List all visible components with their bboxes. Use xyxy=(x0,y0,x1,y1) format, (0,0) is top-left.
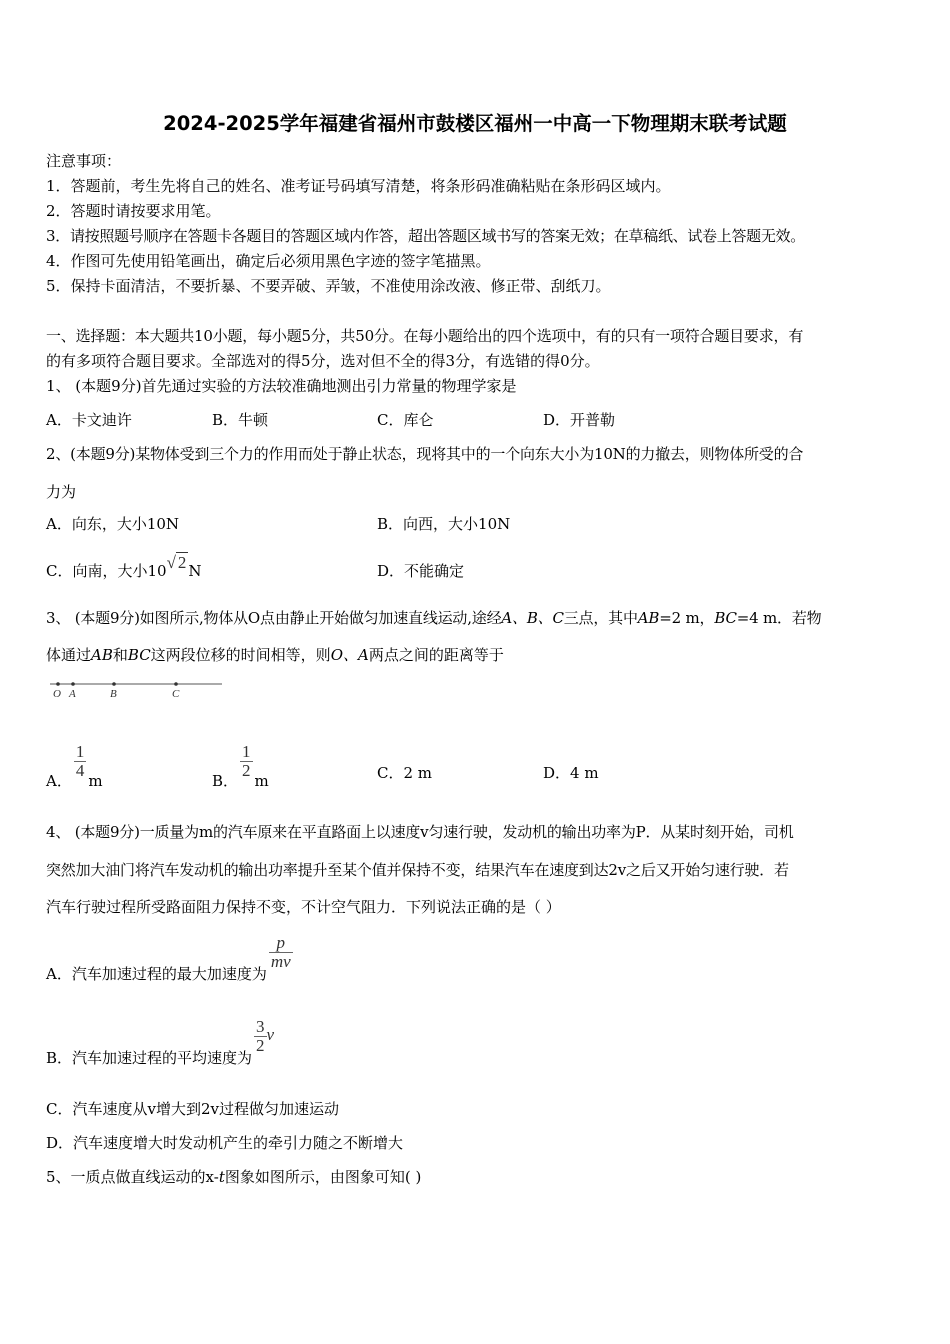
page-title: 2024-2025学年福建省福州市鼓楼区福州一中高一下物理期末联考试题 xyxy=(163,112,787,135)
fraction-one-quarter xyxy=(74,743,87,780)
q2-option-a: A．向东，大小10N xyxy=(46,515,180,533)
q5-stem-t: t xyxy=(218,1168,225,1186)
q3-stem-2c: 和 xyxy=(112,646,128,664)
q3-oa: O、A xyxy=(330,646,369,664)
numerator: 1 xyxy=(242,742,251,761)
denominator: 2 xyxy=(242,761,251,780)
label-a: A xyxy=(69,688,76,700)
q4-option-b-text: B．汽车加速过程的平均速度为 xyxy=(46,1048,253,1067)
q1-option-b: B．牛顿 xyxy=(212,411,269,429)
q2-option-b: B．向西，大小10N xyxy=(377,515,511,533)
q2-stem-line2: 力为 xyxy=(46,483,77,501)
q3-stem-2g: 两点之间的距离等于 xyxy=(368,646,504,664)
q3-stem-2e: 这两段位移的时间相等，则 xyxy=(150,646,331,664)
q3-bc-2: BC xyxy=(127,646,151,664)
denominator: mv xyxy=(270,952,291,971)
q5-stem-a: 5、一质点做直线运动的x- xyxy=(46,1168,219,1186)
q2-option-c-text: C．向南，大小10 xyxy=(46,562,167,580)
q1-option-a: A．卡文迪许 xyxy=(46,411,132,429)
q2-option-c-unit: N xyxy=(188,562,202,580)
q4-option-a-text: A．汽车加速过程的最大加速度为 xyxy=(46,964,267,983)
q3-bc: BC xyxy=(714,609,737,627)
q3-motion-figure xyxy=(46,674,226,704)
q3-points: A、B、C xyxy=(501,609,564,627)
point-b xyxy=(112,682,116,686)
q4-stem-line2: 突然加大油门将汽车发动机的输出功率提升至某个值并保持不变，结果汽车在速度到达2v之后又开始匀速行驶．若 xyxy=(46,861,789,879)
q2-stem-line1: 2、(本题9分)某物体受到三个力的作用而处于静止状态，现将其中的一个向东大小为10N的力撤去，则物体所受的合 xyxy=(46,445,804,463)
fraction-one-half xyxy=(240,743,253,780)
numerator: 3 xyxy=(256,1017,265,1036)
section1-intro-line1: 一、选择题：本大题共10小题，每小题5分，共50分。在每小题给出的四个选项中，有的只有一项符合题目要求，有 xyxy=(46,327,804,345)
q2-option-c xyxy=(46,553,202,581)
q3-option-c: C．2 m xyxy=(377,764,433,782)
q3-option-a xyxy=(46,742,103,790)
notice-item-4: 4．作图可先使用铅笔画出，确定后必须用黑色字迹的签字笔描黑。 xyxy=(46,252,491,270)
q3-ab: AB xyxy=(637,609,660,627)
q5-stem xyxy=(46,1167,421,1187)
notice-heading: 注意事项： xyxy=(46,152,122,170)
q4-option-a xyxy=(46,933,293,983)
q3-option-b xyxy=(212,742,269,790)
variable-v: v xyxy=(266,1024,275,1044)
numerator: 1 xyxy=(75,742,85,761)
q5-stem-c: 图象如图所示，由图象可知( ) xyxy=(224,1168,422,1186)
notice-item-2: 2．答题时请按要求用笔。 xyxy=(46,202,221,220)
q3-option-a-unit: m xyxy=(88,771,103,790)
q3-stem-1a: 3、 (本题9分)如图所示,物体从O点由静止开始做匀加速直线运动,途经 xyxy=(46,609,502,627)
sqrt-radicand: 2 xyxy=(177,553,187,572)
section1-intro-line2: 的有多项符合题目要求。全部选对的得5分，选对但不全的得3分，有选错的得0分。 xyxy=(46,352,600,370)
q4-option-c: C．汽车速度从v增大到2v过程做匀加速运动 xyxy=(46,1100,339,1118)
notice-item-1: 1．答题前，考生先将自己的姓名、准考证号码填写清楚，将条形码准确粘贴在条形码区域内。 xyxy=(46,177,671,195)
q2-option-d: D．不能确定 xyxy=(377,562,465,580)
q3-stem-2a: 体通过 xyxy=(46,646,92,664)
label-o: O xyxy=(53,688,61,700)
numerator: p xyxy=(269,934,293,953)
q3-option-b-unit: m xyxy=(254,771,269,790)
q3-stem-1c: 三点，其中 xyxy=(563,609,638,627)
fraction-p-over-mv xyxy=(269,934,293,971)
q3-option-a-label: A． xyxy=(46,771,72,790)
q1-stem: 1、 (本题9分)首先通过实验的方法较准确地测出引力常量的物理学家是 xyxy=(46,377,517,395)
notice-item-5: 5．保持卡面清洁，不要折暴、不要弄破、弄皱，不准使用涂改液、修正带、刮纸刀。 xyxy=(46,277,611,295)
notice-item-3: 3．请按照题号顺序在答题卡各题目的答题区域内作答，超出答题区域书写的答案无效；在草稿纸、试卷上答题无效。 xyxy=(46,227,805,245)
q4-option-d: D．汽车速度增大时发动机产生的牵引力随之不断增大 xyxy=(46,1134,404,1152)
q3-ab-2: AB xyxy=(91,646,113,664)
q3-option-b-label: B． xyxy=(212,771,239,790)
point-c xyxy=(174,682,178,686)
fraction-three-halves xyxy=(254,1018,267,1055)
q3-stem-1e: =2 m， xyxy=(659,609,715,627)
denominator: 4 xyxy=(75,761,85,780)
point-a xyxy=(71,682,75,686)
q3-stem-1g: =4 m．若物 xyxy=(736,609,822,627)
point-o xyxy=(56,682,60,686)
q1-option-c: C．库仑 xyxy=(377,411,434,429)
q3-option-d: D．4 m xyxy=(543,764,599,782)
q4-stem-line1: 4、 (本题9分)一质量为m的汽车原来在平直路面上以速度v匀速行驶，发动机的输出功率为P．从某时刻开始，司机 xyxy=(46,823,794,841)
q3-stem-line1 xyxy=(46,608,821,628)
q3-stem-line2 xyxy=(46,645,504,665)
q4-stem-line3: 汽车行驶过程所受路面阻力保持不变，不计空气阻力．下列说法正确的是（ ） xyxy=(46,898,561,916)
q4-option-b xyxy=(46,1017,275,1067)
label-c: C xyxy=(172,688,180,700)
sqrt-symbol: √ 2 xyxy=(166,553,187,572)
denominator: 2 xyxy=(256,1036,265,1055)
label-b: B xyxy=(110,688,117,700)
q1-option-d: D．开普勒 xyxy=(543,411,616,429)
